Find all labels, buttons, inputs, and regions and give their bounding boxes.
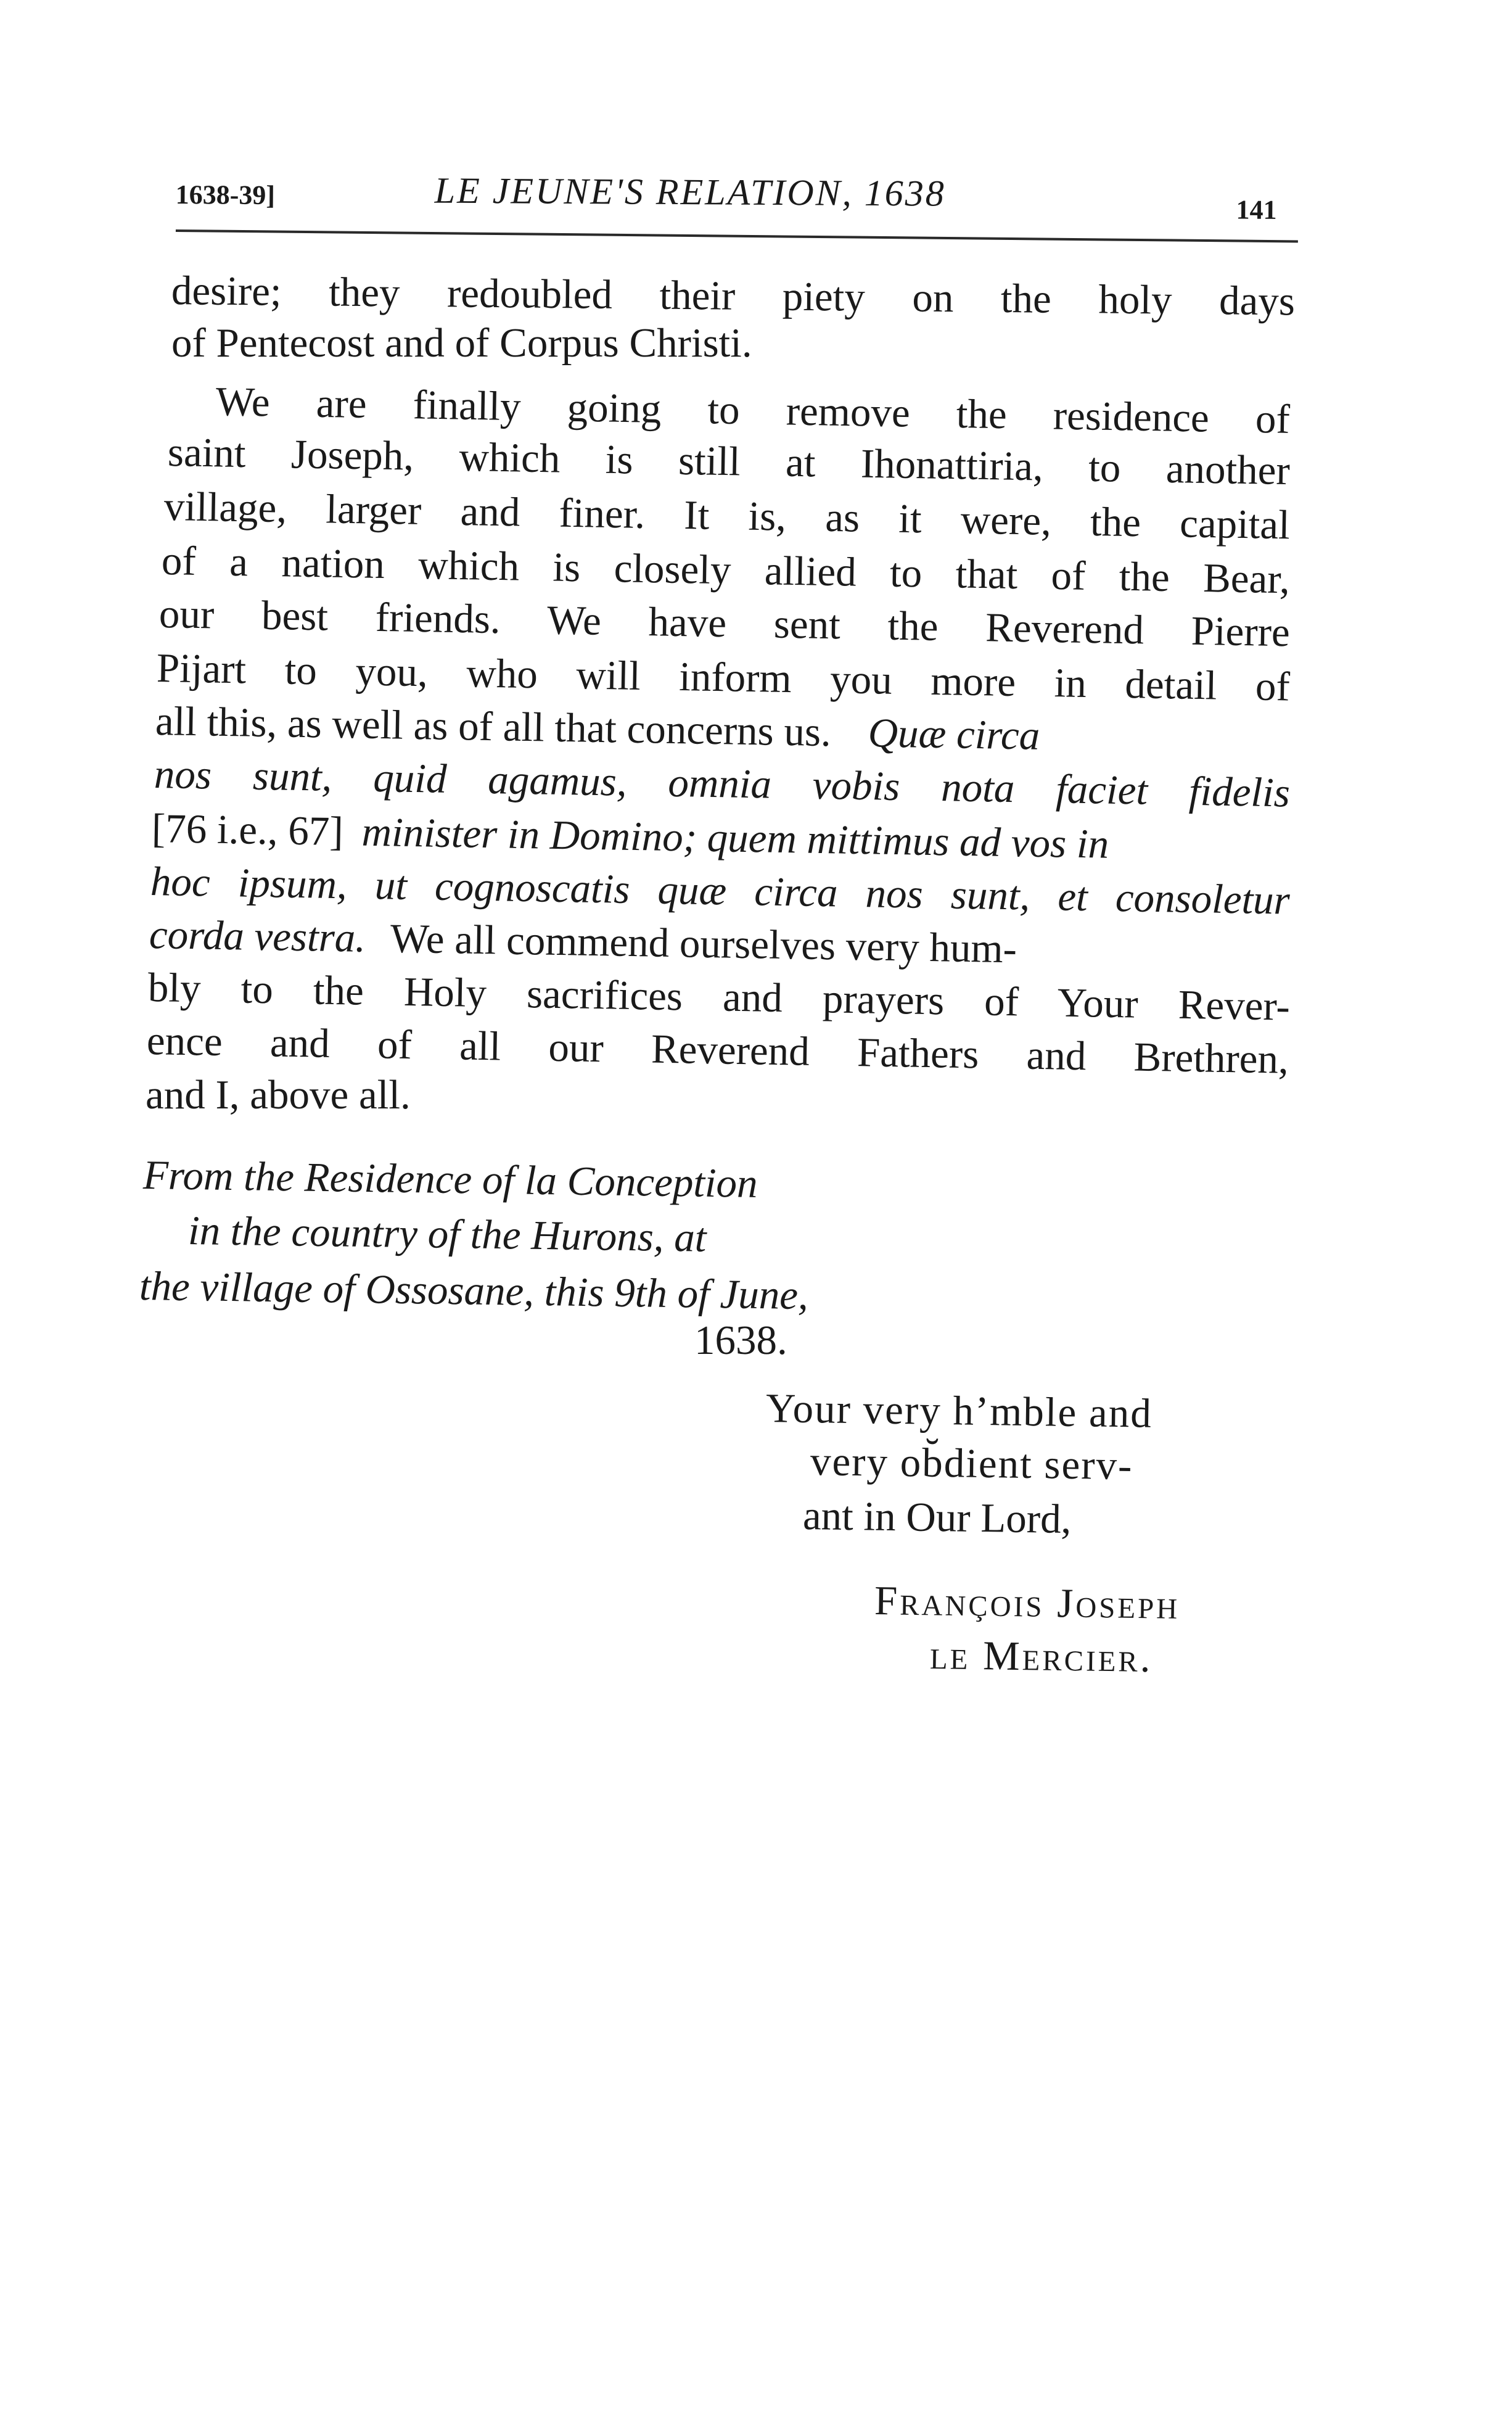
text-line: of a nation which is closely allied to that of the Bear, (161, 538, 1291, 603)
place-line: in the country of the Hurons, at (187, 1208, 707, 1261)
signature-line: François Joseph (874, 1578, 1180, 1628)
text-line-mixed (151, 808, 1290, 868)
date-year: 1638. (694, 1318, 787, 1363)
text-line: village, larger and finer. It is, as it were, the capital (163, 484, 1291, 548)
running-title: LE JEUNE'S RELATION, 1638 (434, 170, 946, 214)
latin-line: hoc ipsum, ut cognoscatis quæ circa nos sunt, et consoletur (150, 859, 1291, 923)
text-line: ence and of all our Reverend Fathers and Brethren, (146, 1018, 1289, 1083)
text-line: our best friends. We have sent the Reverend Pierre (158, 591, 1291, 656)
text-segment: We all commend ourselves very hum- (390, 915, 1017, 972)
signature-line: le Mercier. (929, 1632, 1154, 1681)
text-line: and I, above all. (146, 1072, 411, 1118)
valediction-line: very ob̆dient serv- (810, 1438, 1133, 1489)
text-segment: all this, as well as of all that concerns us. (155, 698, 832, 756)
text-line: of Pentecost and of Corpus Christi. (171, 320, 752, 366)
latin-segment: corda vestra. (149, 912, 366, 961)
latin-segment: Quæ circa (868, 710, 1040, 759)
latin-segment: minister in Domino; quem mittimus ad vos in (361, 809, 1109, 867)
place-line: the village of Ossosane, this 9th of June, (139, 1263, 809, 1319)
text-line: saint Joseph, which is still at Ihonattiria, to another (167, 429, 1291, 494)
text-line-mixed (155, 698, 1290, 761)
text-line: bly to the Holy sacrifices and prayers of Your Rever- (147, 965, 1291, 1029)
text-line-mixed (149, 914, 1290, 975)
text-line: desire; they redoubled their piety on the holy days (171, 268, 1296, 324)
text-line: We are finally going to remove the residence of (215, 379, 1291, 442)
valediction-line: Your very h’mble and (765, 1385, 1153, 1437)
valediction-line: ant in Our Lord, (802, 1493, 1072, 1543)
place-line: From the Residence of la Conception (142, 1152, 758, 1206)
text-line: Pijart to you, who will inform you more in detail of (156, 645, 1291, 710)
latin-line: nos sunt, quid agamus, omnia vobis nota faciet fidelis (154, 751, 1291, 816)
bracket-note: [76 i.e., 67] (151, 806, 344, 855)
page-number: 141 (1236, 194, 1277, 225)
header-years: 1638-39] (175, 179, 276, 210)
